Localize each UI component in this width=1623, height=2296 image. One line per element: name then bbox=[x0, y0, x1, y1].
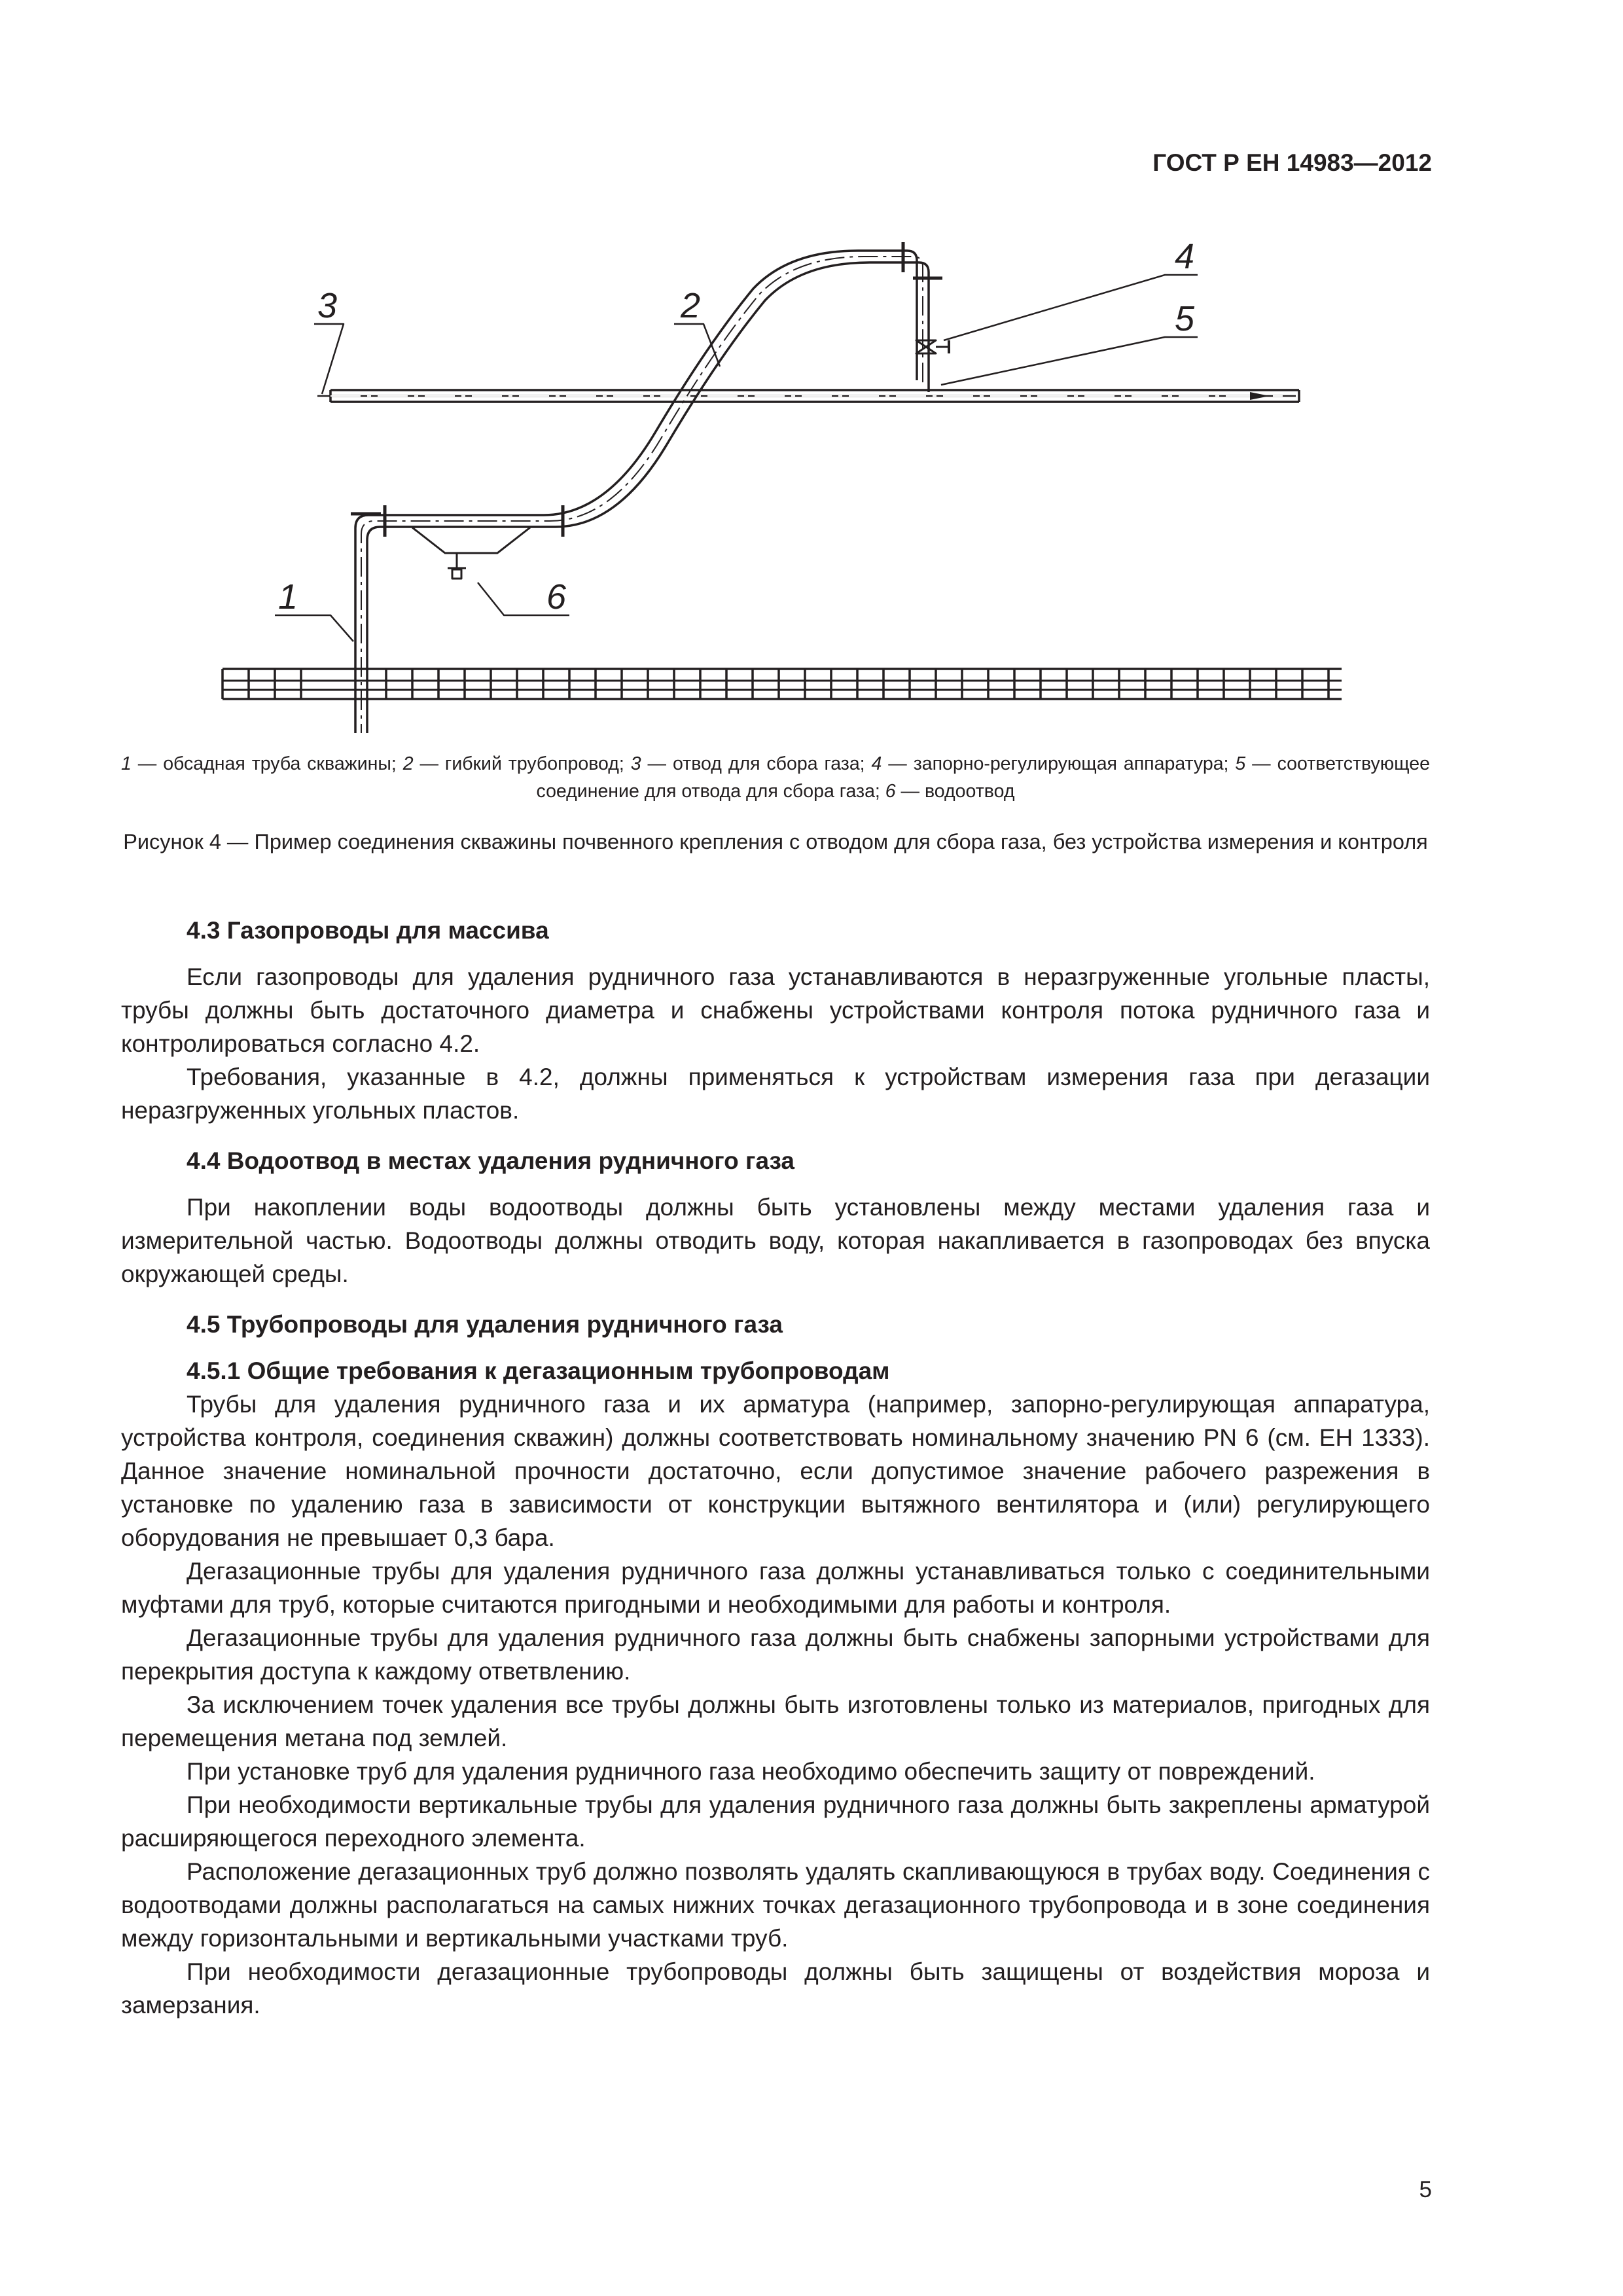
section-4-5-1-heading: 4.5.1 Общие требования к дегазационным трубопроводам bbox=[187, 1357, 890, 1384]
main-content bbox=[121, 914, 1430, 2022]
section-4-5-1-paragraph: Трубы для удаления рудничного газа и их арматура (например, запорно-регулирующая аппаратура, устройства контроля, соединения скважин) должны соответствовать номинальному значению PN 6 (см. ЕН 1333). Данное значение номинальной прочности достаточно, если допустимое значение рабочего разрежения в установке по удалению газа в зависимости от конструкции вытяжного вентилятора и (или) регулирующего оборудования не превышает 0,3 бара. bbox=[121, 1391, 1430, 1551]
section-4-4-paragraph-1: При накоплении воды водоотводы должны быть установлены между местами удаления газа и измерительной частью. Водоотводы должны отводить воду, которая накапливается в газопроводах без впуска окружающей среды. bbox=[121, 1194, 1430, 1287]
section-4-3-paragraph-2: Требования, указанные в 4.2, должны применяться к устройствам измерения газа при дегазации неразгруженных угольных пластов. bbox=[121, 1064, 1430, 1124]
figure-label-3: 3 bbox=[317, 286, 338, 325]
section-4-4-heading: 4.4 Водоотвод в местах удаления рудничного газа bbox=[187, 1147, 794, 1174]
figure-label-4: 4 bbox=[1175, 237, 1195, 276]
section-4-5-1-paragraph: Расположение дегазационных труб должно позволять удалять скапливающуюся в трубах воду. Соединения с водоотводами должны располагаться на самых нижних точках дегазационного трубопровода и в зоне соединения между горизонтальными и вертикальными участками труб. bbox=[121, 1858, 1430, 1952]
page-number: 5 bbox=[1419, 2177, 1432, 2202]
pipeline-diagram bbox=[216, 223, 1348, 733]
figure-label-6: 6 bbox=[546, 577, 567, 617]
section-4-5-1-paragraph: При необходимости дегазационные трубопроводы должны быть защищены от воздействия мороза и замерзания. bbox=[121, 1958, 1430, 2018]
document-header: ГОСТ Р ЕН 14983—2012 bbox=[1152, 149, 1432, 176]
figure-legend: 1 — обсадная труба скважины; 2 — гибкий трубопровод; 3 — отвод для сбора газа; 4 — запорно-регулирующая аппаратура; 5 — соответствующее соединение для отвода для сбора газа; 6 — водоотвод bbox=[121, 753, 1431, 802]
figure-label-5: 5 bbox=[1175, 299, 1195, 338]
section-4-5-1-paragraph: При установке труб для удаления рудничного газа необходимо обеспечить защиту от повреждений. bbox=[187, 1758, 1315, 1785]
section-4-5-1-paragraph: Дегазационные трубы для удаления рудничного газа должны устанавливаться только с соединительными муфтами для труб, которые считаются пригодными и необходимыми для работы и контроля. bbox=[121, 1558, 1430, 1618]
section-4-5-1-paragraph: Дегазационные трубы для удаления рудничного газа должны быть снабжены запорными устройствами для перекрытия доступа к каждому ответвлению. bbox=[121, 1624, 1430, 1685]
figure-label-2: 2 bbox=[681, 286, 701, 325]
figure-label-1: 1 bbox=[278, 577, 298, 617]
figure-4 bbox=[216, 223, 1348, 733]
section-4-3-paragraph-1: Если газопроводы для удаления рудничного газа устанавливаются в неразгруженные угольные пласты, трубы должны быть достаточного диаметра и снабжены устройствами контроля потока рудничного газа и контролироваться согласно 4.2. bbox=[121, 963, 1430, 1057]
figure-caption: Рисунок 4 — Пример соединения скважины почвенного крепления с отводом для сбора газа, без устройства измерения и контроля bbox=[123, 830, 1428, 853]
section-4-3-heading: 4.3 Газопроводы для массива bbox=[187, 917, 549, 944]
section-4-5-1-paragraph: За исключением точек удаления все трубы должны быть изготовлены только из материалов, пригодных для перемещения метана под землей. bbox=[121, 1691, 1430, 1751]
section-4-5-heading: 4.5 Трубопроводы для удаления рудничного газа bbox=[187, 1311, 783, 1338]
section-4-5-1-paragraph: При необходимости вертикальные трубы для удаления рудничного газа должны быть закреплены арматурой расширяющегося переходного элемента. bbox=[121, 1791, 1430, 1852]
